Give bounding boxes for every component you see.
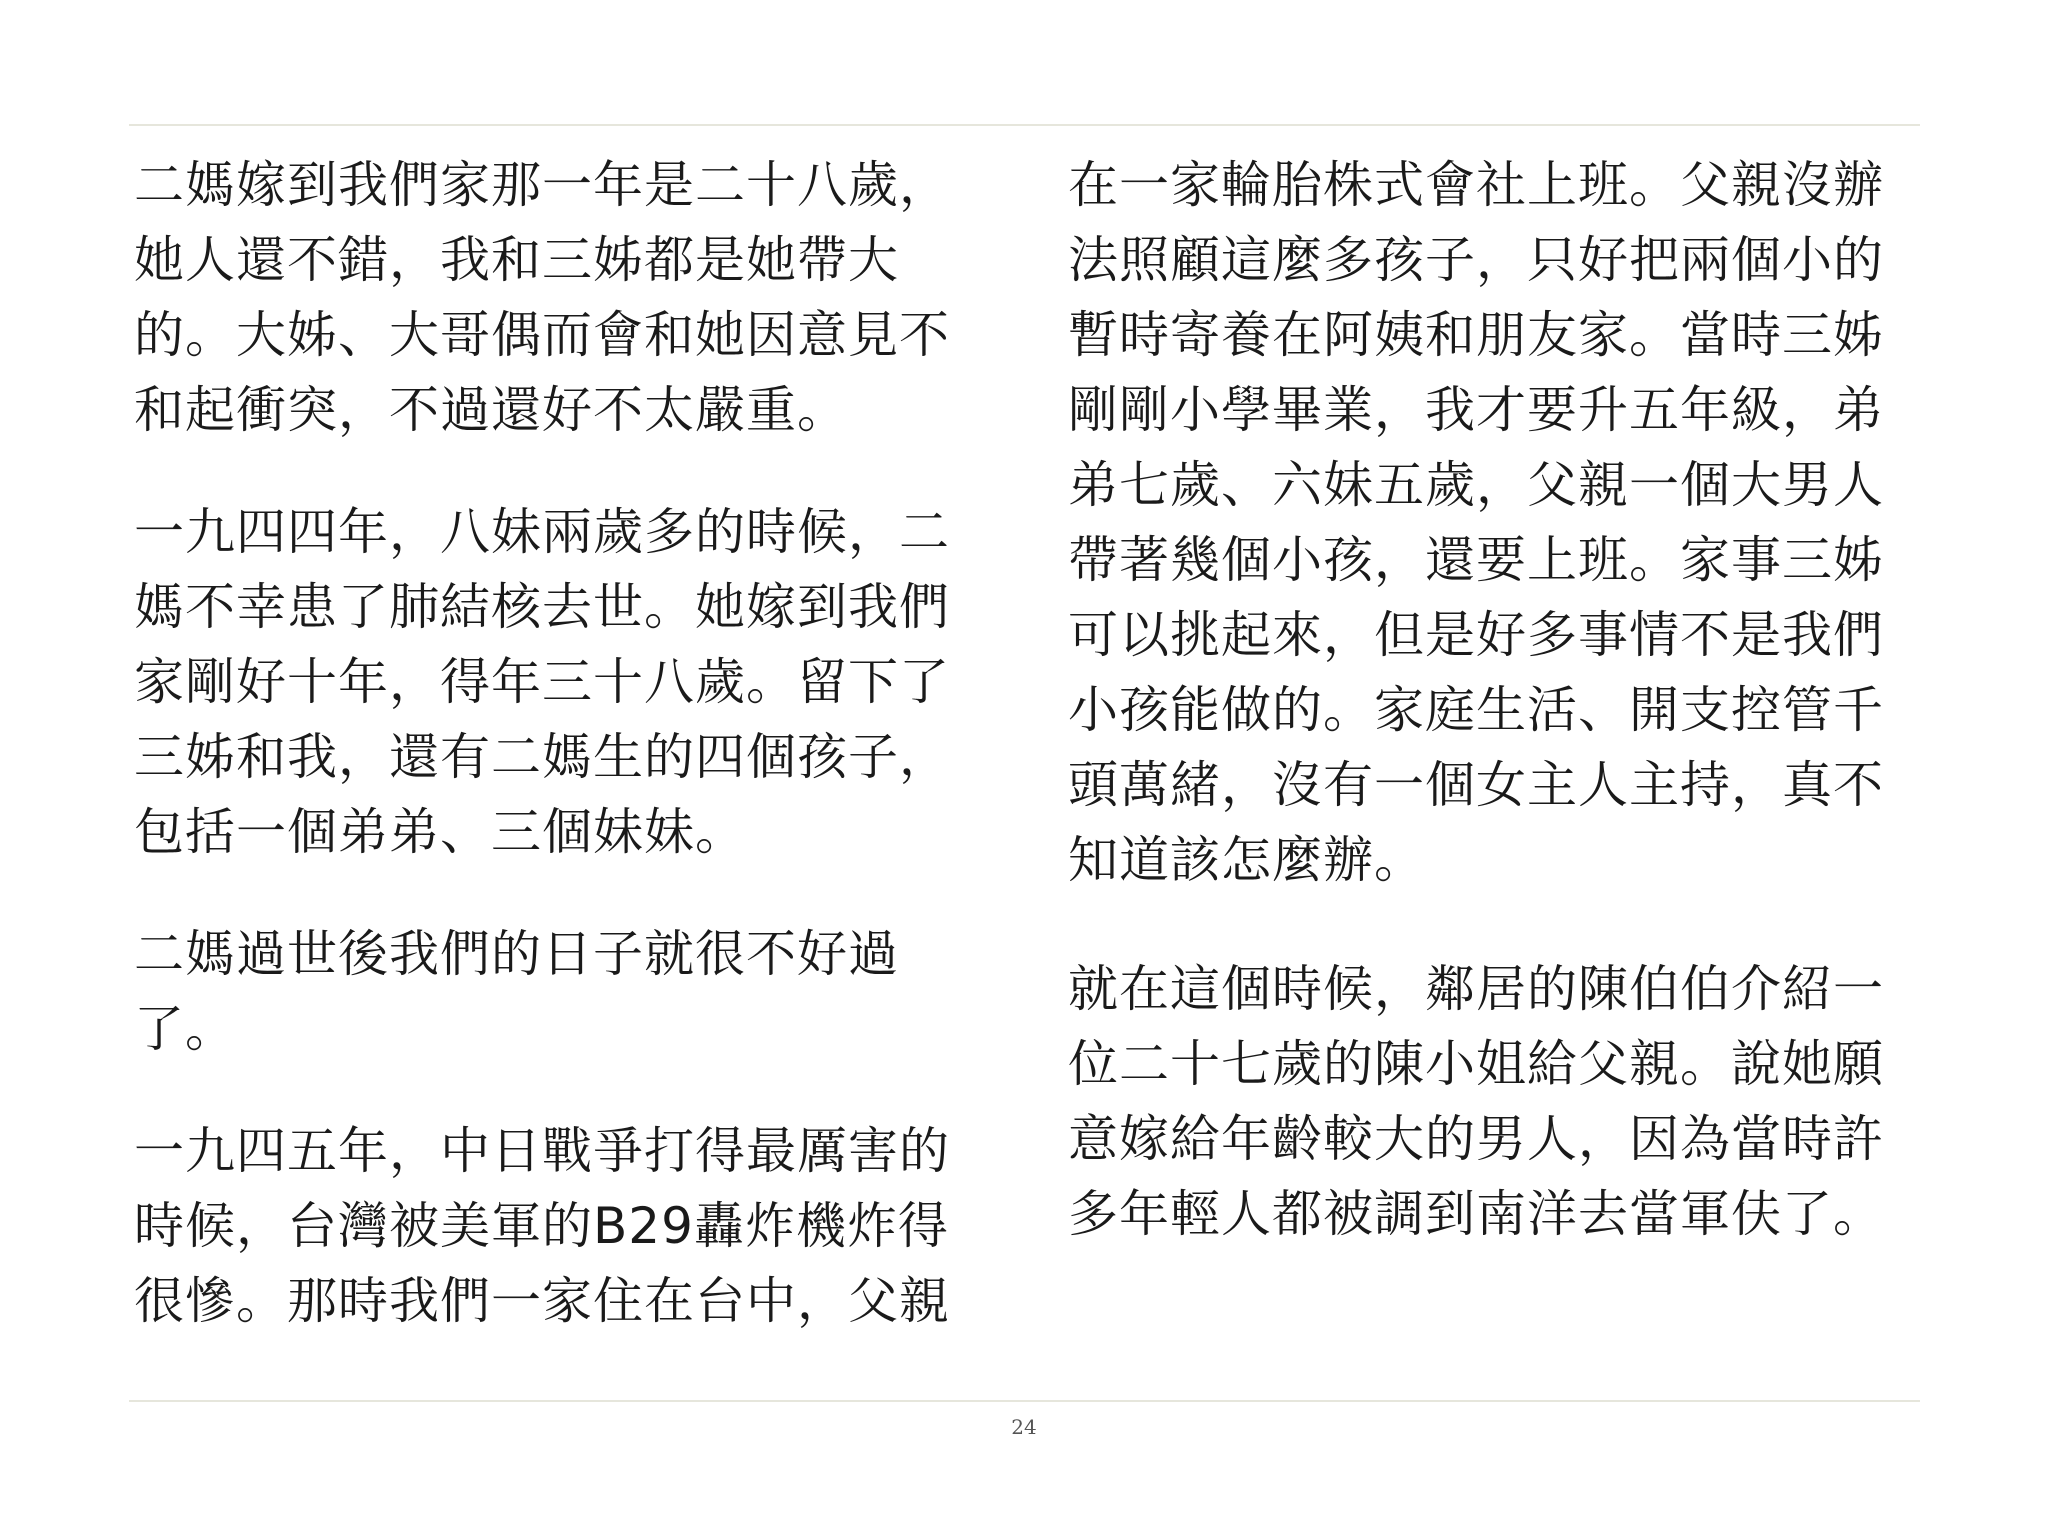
paragraph: 在一家輪胎株式會社上班。父親沒辦 法照顧這麼多孩子，只好把兩個小的 暫時寄養在阿姨和朋友家。當時三姊 剛剛小學畢業，我才要升五年級，弟 弟七歲、六妹五歲，父親一個大男人 帶著幾個小孩，還要上班。家事三姊 可以挑起來，但是好多事情不是我們 小孩能做的。家庭生活、開支控管千 頭萬緒，沒有一個女主人主持，真不 知道該怎麼辦。 [1068, 156, 1884, 889]
paragraph: 一九四五年，中日戰爭打得最厲害的 時候，台灣被美軍的B29轟炸機炸得 很慘。那時我們一家住在台中，父親 [134, 1122, 950, 1330]
paragraph: 就在這個時候，鄰居的陳伯伯介紹一 位二十七歲的陳小姐給父親。說她願 意嫁給年齡較大的男人，因為當時許 多年輕人都被調到南洋去當軍伕了。 [1068, 960, 1884, 1243]
paragraph: 一九四四年，八妹兩歲多的時候，二 媽不幸患了肺結核去世。她嫁到我們 家剛好十年，得年三十八歲。留下了 三姊和我，還有二媽生的四個孩子， 包括一個弟弟、三個妹妹。 [134, 503, 950, 861]
left-text-column [134, 148, 996, 1339]
top-divider [129, 124, 1920, 126]
page-number: 24 [1011, 1415, 1037, 1439]
paragraph: 二媽嫁到我們家那一年是二十八歲， 她人還不錯，我和三姊都是她帶大 的。大姊、大哥偶而會和她因意見不 和起衝突，不過還好不太嚴重。 [134, 156, 950, 439]
bottom-divider [129, 1400, 1920, 1402]
paragraph: 二媽過世後我們的日子就很不好過 了。 [134, 925, 899, 1058]
right-text-column [1068, 148, 1930, 1252]
